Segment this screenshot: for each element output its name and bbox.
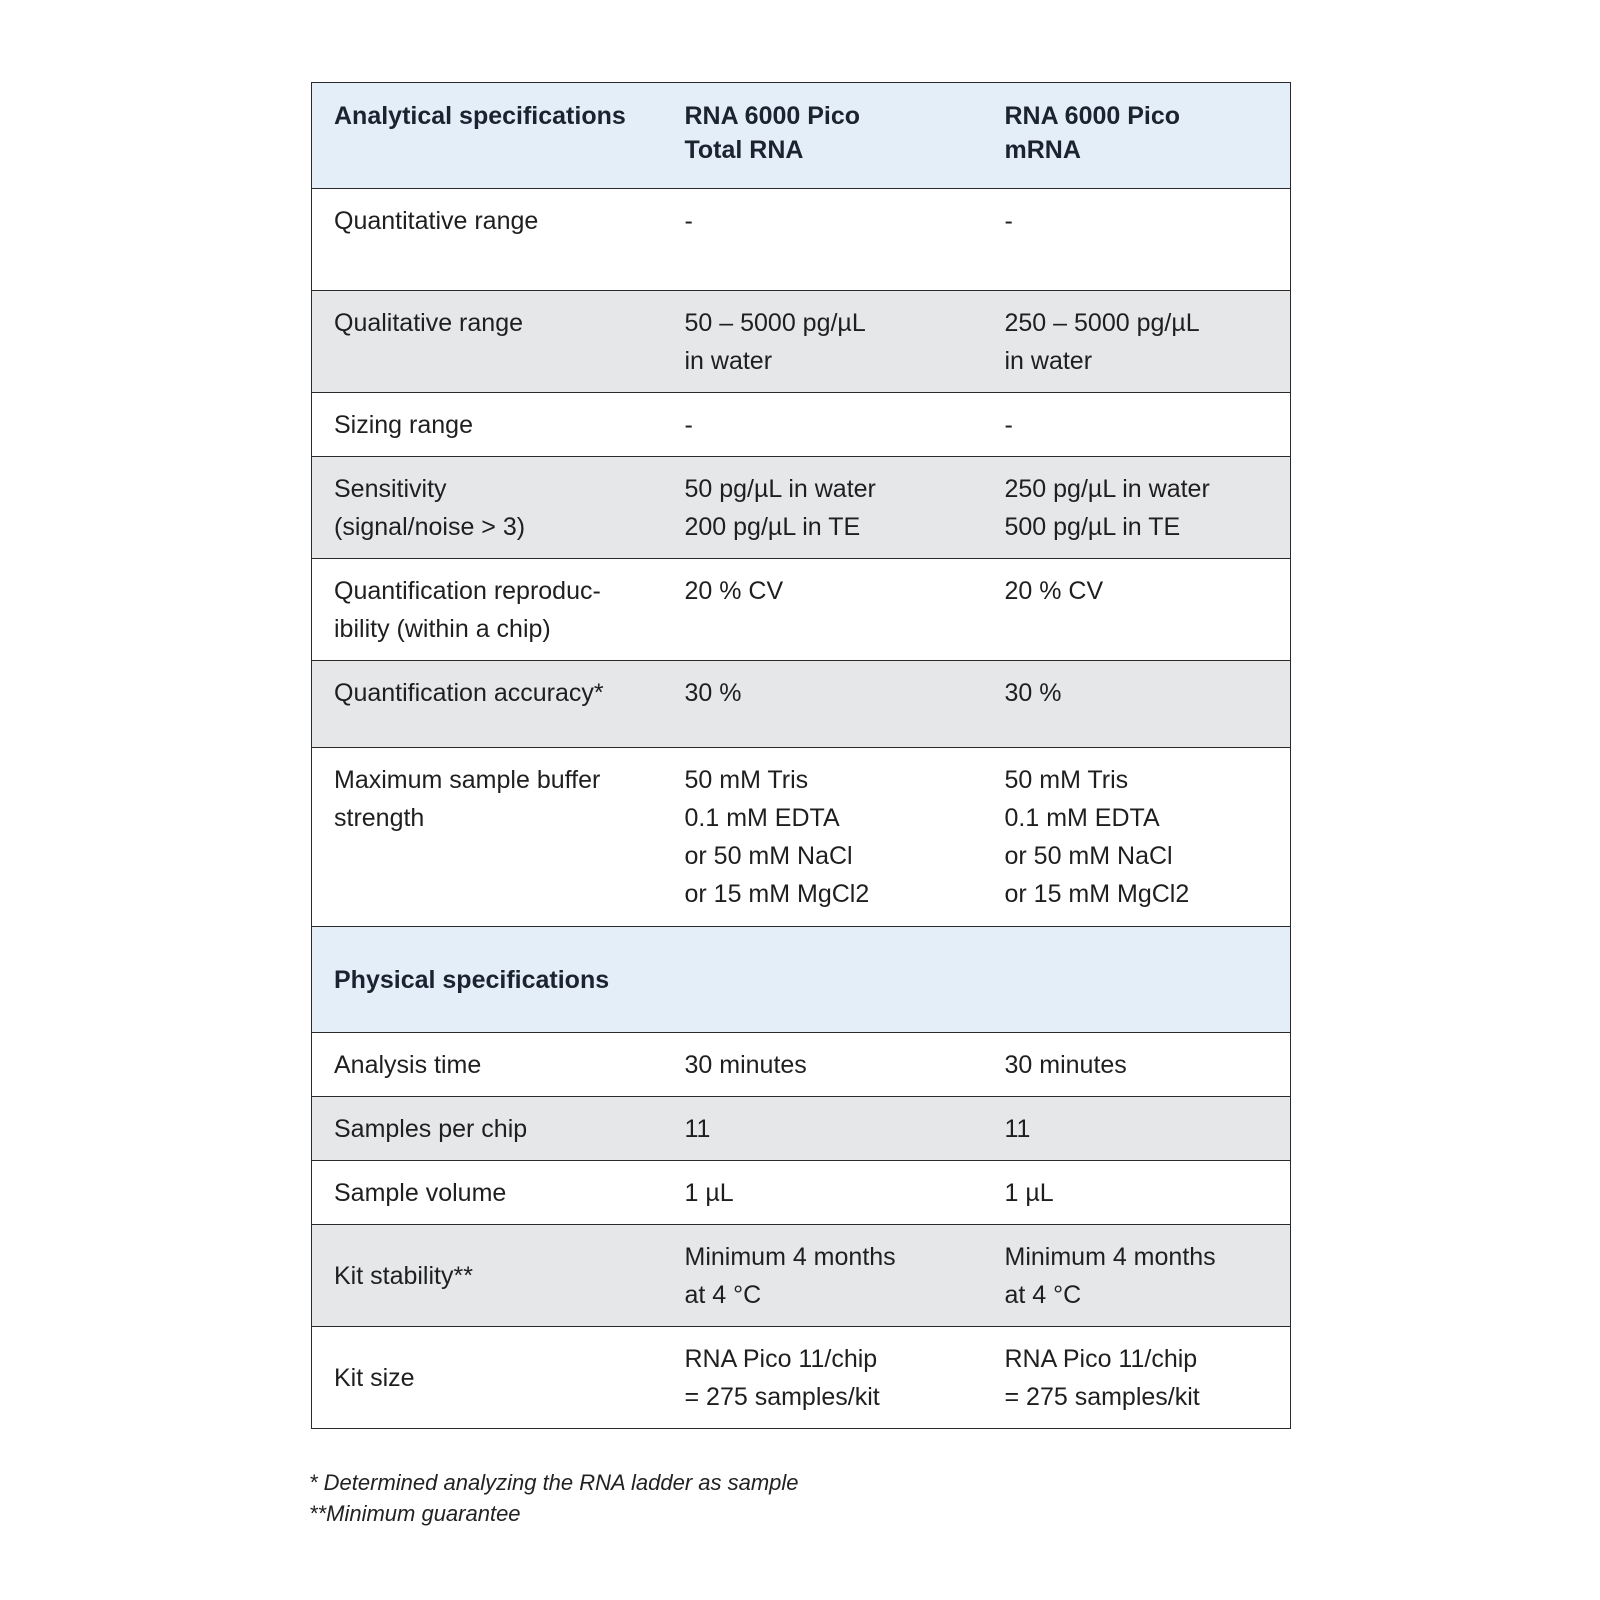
- mrna-value: 250 – 5000 pg/µL in water: [983, 291, 1291, 393]
- row-label: Analysis time: [312, 1033, 663, 1097]
- table-row: [312, 1097, 1291, 1161]
- mrna-value: 250 pg/µL in water 500 pg/µL in TE: [983, 457, 1291, 559]
- mrna-value: RNA Pico 11/chip = 275 samples/kit: [983, 1327, 1291, 1429]
- mrna-value: -: [983, 189, 1291, 291]
- total-rna-value: -: [663, 393, 983, 457]
- header-total-rna: RNA 6000 Pico Total RNA: [663, 83, 983, 189]
- table-row: [312, 291, 1291, 393]
- total-rna-value: 11: [663, 1097, 983, 1161]
- mrna-value: Minimum 4 months at 4 °C: [983, 1225, 1291, 1327]
- table-row: [312, 1327, 1291, 1429]
- footnote-accuracy: * Determined analyzing the RNA ladder as sample: [309, 1470, 799, 1495]
- table-row: [312, 661, 1291, 748]
- mrna-value: 20 % CV: [983, 559, 1291, 661]
- table-row: [312, 1161, 1291, 1225]
- row-label: Kit stability**: [312, 1225, 663, 1327]
- section-header-row: [312, 927, 1291, 1033]
- row-label: Sizing range: [312, 393, 663, 457]
- row-label: Sensitivity (signal/noise > 3): [312, 457, 663, 559]
- table-row: [312, 1225, 1291, 1327]
- row-label: Maximum sample buffer strength: [312, 748, 663, 927]
- total-rna-value: RNA Pico 11/chip = 275 samples/kit: [663, 1327, 983, 1429]
- footnotes: [309, 1467, 799, 1529]
- total-rna-value: 1 µL: [663, 1161, 983, 1225]
- header-mrna: RNA 6000 Pico mRNA: [983, 83, 1291, 189]
- mrna-value: 30 %: [983, 661, 1291, 748]
- row-label: Quantification reproduc- ibility (within a chip): [312, 559, 663, 661]
- total-rna-value: Minimum 4 months at 4 °C: [663, 1225, 983, 1327]
- table-row: [312, 1033, 1291, 1097]
- total-rna-value: 50 – 5000 pg/µL in water: [663, 291, 983, 393]
- row-label: Sample volume: [312, 1161, 663, 1225]
- total-rna-value: -: [663, 189, 983, 291]
- total-rna-value: 50 pg/µL in water 200 pg/µL in TE: [663, 457, 983, 559]
- mrna-value: 50 mM Tris 0.1 mM EDTA or 50 mM NaCl or 15 mM MgCl2: [983, 748, 1291, 927]
- header-analytical-specifications: Analytical specifications: [312, 83, 663, 189]
- row-label: Qualitative range: [312, 291, 663, 393]
- total-rna-value: 30 %: [663, 661, 983, 748]
- total-rna-value: 50 mM Tris 0.1 mM EDTA or 50 mM NaCl or 15 mM MgCl2: [663, 748, 983, 927]
- table-row: [312, 457, 1291, 559]
- mrna-value: -: [983, 393, 1291, 457]
- table-row: [312, 559, 1291, 661]
- mrna-value: 11: [983, 1097, 1291, 1161]
- mrna-value: 30 minutes: [983, 1033, 1291, 1097]
- table-row: [312, 748, 1291, 927]
- mrna-value: 1 µL: [983, 1161, 1291, 1225]
- row-label: Quantification accuracy*: [312, 661, 663, 748]
- row-label: Quantitative range: [312, 189, 663, 291]
- table-row: [312, 393, 1291, 457]
- row-label: Samples per chip: [312, 1097, 663, 1161]
- table-header-row: [312, 83, 1291, 189]
- section-physical-specifications: Physical specifications: [312, 927, 1291, 1033]
- table-row: [312, 189, 1291, 291]
- row-label: Kit size: [312, 1327, 663, 1429]
- specifications-table: [311, 82, 1291, 1429]
- footnote-stability: **Minimum guarantee: [309, 1501, 521, 1526]
- total-rna-value: 30 minutes: [663, 1033, 983, 1097]
- total-rna-value: 20 % CV: [663, 559, 983, 661]
